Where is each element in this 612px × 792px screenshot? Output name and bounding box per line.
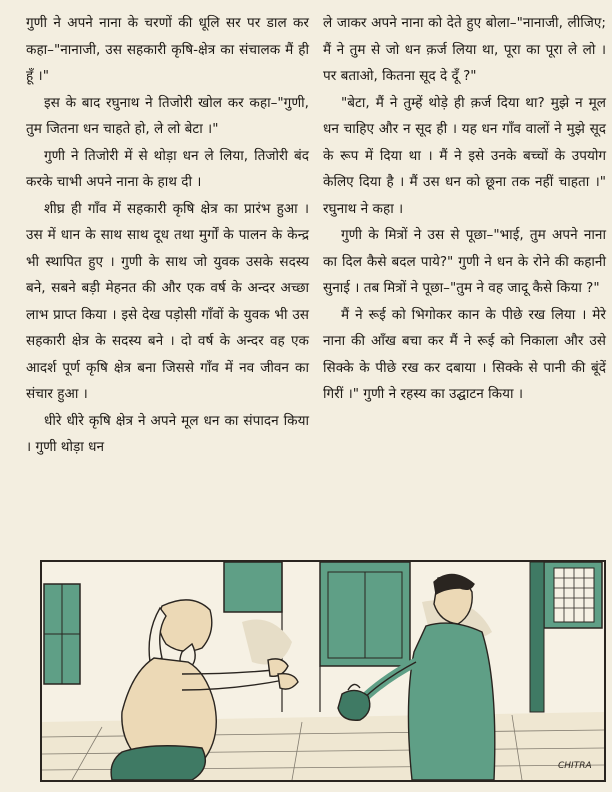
paragraph: गुणी ने तिजोरी में से थोड़ा धन ले लिया, तिजोरी बंद करके चाभी अपने नाना के हाथ दी । <box>26 147 309 190</box>
paragraph: धीरे धीरे कृषि क्षेत्र ने अपने मूल धन का संपादन किया । गुणी थोड़ा धन <box>26 412 309 455</box>
paragraph: "बेटा, मैं ने तुम्हें थोड़े ही क़र्ज दिया था? मुझे न मूल धन चाहिए और न सूद ही । यह धन गाँव वालों ने मुझे सूद के रूप में दिया था । मैं ने इसे उनके बच्चों के उपयोग केलिए दिया है । मैं उस धन को छूना तक नहीं चाहता ।" रघुनाथ ने कहा । <box>323 94 606 217</box>
paragraph: गुणी के मित्रों ने उस से पूछा–"भाई, तुम अपने नाना का दिल कैसे बदल पाये?" गुणी ने धन के रोने की कहानी सुनाई । तब मित्रों ने पूछा–"तुम ने वह जादू कैसे किया ?" <box>323 227 606 296</box>
artist-signature: CHITRA <box>558 761 592 771</box>
paragraph: मैं ने रूई को भिगोकर कान के पीछे रख लिया । मेरे नाना की आँख बचा कर मैं ने रूई को निकाला और उसे सिक्के के पीछे रख कर दबाया । सिक्के से पानी की बूंदें गिरीं ।" गुणी ने रहस्य का उद्घाटन किया । <box>323 306 606 402</box>
paragraph: शीघ्र ही गाँव में सहकारी कृषि क्षेत्र का प्रारंभ हुआ । उस में धान के साथ साथ दूध तथा मुर्गों के पालन के केन्द्र भी स्थापित हुए । गुणी के साथ जो युवक उसके सदस्य बने, सबने बड़ी मेहनत की और एक वर्ष के अन्दर अच्छा लाभ प्राप्त किया । इसे देख पड़ोसी गाँवों के युवक भी उस सहकारी क्षेत्र के सदस्य बने । दो वर्ष के अन्दर वह एक आदर्श पूर्ण कृषि क्षेत्र बना जिससे गाँव में नव जीवन का संचार हुआ । <box>26 200 309 402</box>
story-text <box>26 10 606 565</box>
story-illustration <box>40 560 606 782</box>
paragraph: ले जाकर अपने नाना को देते हुए बोला–"नानाजी, लीजिए; मैं ने तुम से जो धन क़र्ज लिया था, पूरा का पूरा ले लो । पर बताओ, कितना सूद दे दूँ ?" <box>323 15 606 84</box>
right-column <box>323 10 606 565</box>
left-column <box>26 10 309 565</box>
paragraph: गुणी ने अपने नाना के चरणों की धूलि सर पर डाल कर कहा–"नानाजी, उस सहकारी कृषि-क्षेत्र का संचालक मैं ही हूँ ।" <box>26 15 309 84</box>
left-window <box>44 584 80 684</box>
paragraph: इस के बाद रघुनाथ ने तिजोरी खोल कर कहा–"गुणी, तुम जितना धन चाहते हो, ले लो बेटा ।" <box>26 94 309 137</box>
